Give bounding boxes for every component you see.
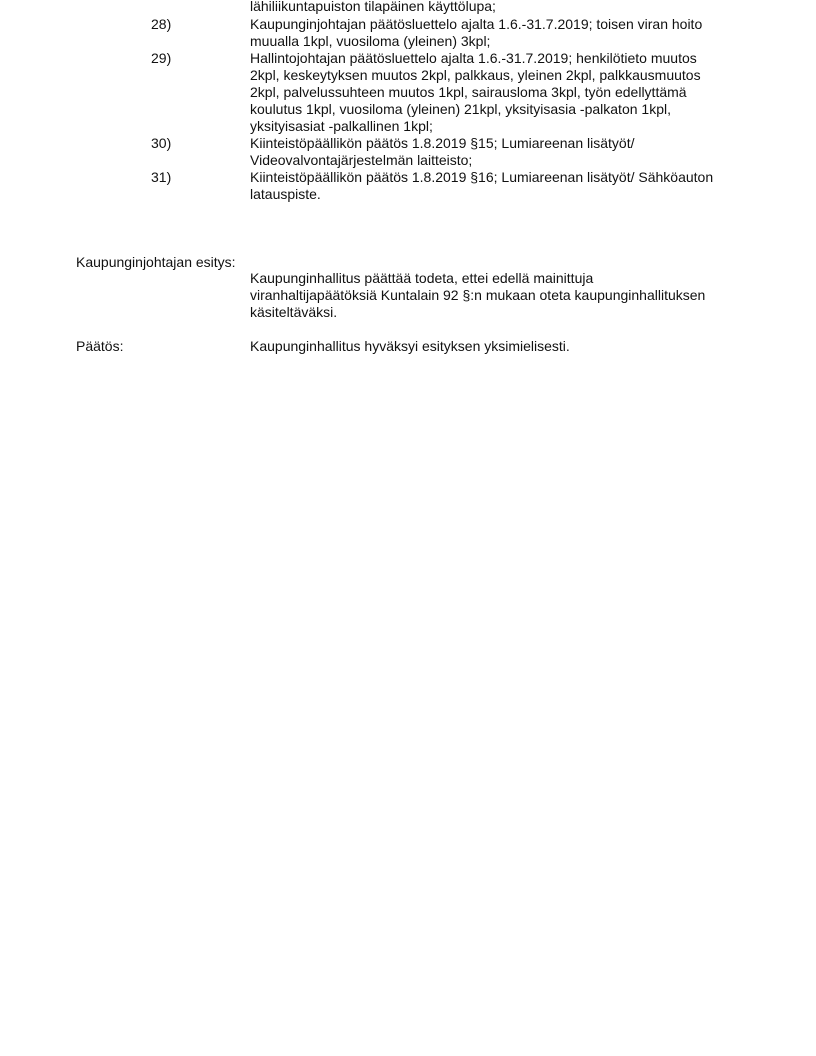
item-text-line: Kiinteistöpäällikön päätös 1.8.2019 §16; Lumiareenan lisätyöt/ Sähköauton — [250, 169, 714, 185]
item-text-line: 2kpl, keskeytyksen muutos 2kpl, palkkaus, yleinen 2kpl, palkkausmuutos — [250, 67, 701, 83]
item-number: 29) — [151, 50, 172, 66]
proposal-label: Kaupunginjohtajan esitys: — [76, 254, 236, 270]
item-number: 30) — [151, 135, 172, 151]
decision-text: Kaupunginhallitus hyväksyi esityksen yksimielisesti. — [250, 338, 570, 354]
item-text-line: Videovalvontajärjestelmän laitteisto; — [250, 152, 473, 168]
item-text-line: latauspiste. — [250, 186, 321, 202]
item-number: 28) — [151, 16, 172, 32]
proposal-text-line: viranhaltijapäätöksiä Kuntalain 92 §:n mukaan oteta kaupunginhallituksen — [250, 287, 706, 303]
item-text-line: 2kpl, palvelussuhteen muutos 1kpl, sairausloma 3kpl, työn edellyttämä — [250, 84, 687, 100]
item-text-line: koulutus 1kpl, vuosiloma (yleinen) 21kpl, yksityisasia -palkaton 1kpl, — [250, 101, 671, 117]
item-text-line: muualla 1kpl, vuosiloma (yleinen) 3kpl; — [250, 33, 491, 49]
proposal-text-line: käsiteltäväksi. — [250, 304, 338, 320]
item-text-line: Hallintojohtajan päätösluettelo ajalta 1.6.-31.7.2019; henkilötieto muutos — [250, 50, 697, 66]
item-number: 31) — [151, 169, 172, 185]
item-text-line: yksityisasiat -palkallinen 1kpl; — [250, 118, 433, 134]
item-text-line: Kiinteistöpäällikön päätös 1.8.2019 §15; Lumiareenan lisätyöt/ — [250, 135, 635, 151]
continuation-line: lähiliikuntapuiston tilapäinen käyttölupa; — [250, 0, 496, 14]
proposal-text-line: Kaupunginhallitus päättää todeta, ettei edellä mainittuja — [250, 270, 594, 286]
item-text-line: Kaupunginjohtajan päätösluettelo ajalta 1.6.-31.7.2019; toisen viran hoito — [250, 16, 703, 32]
decision-label: Päätös: — [76, 338, 124, 354]
